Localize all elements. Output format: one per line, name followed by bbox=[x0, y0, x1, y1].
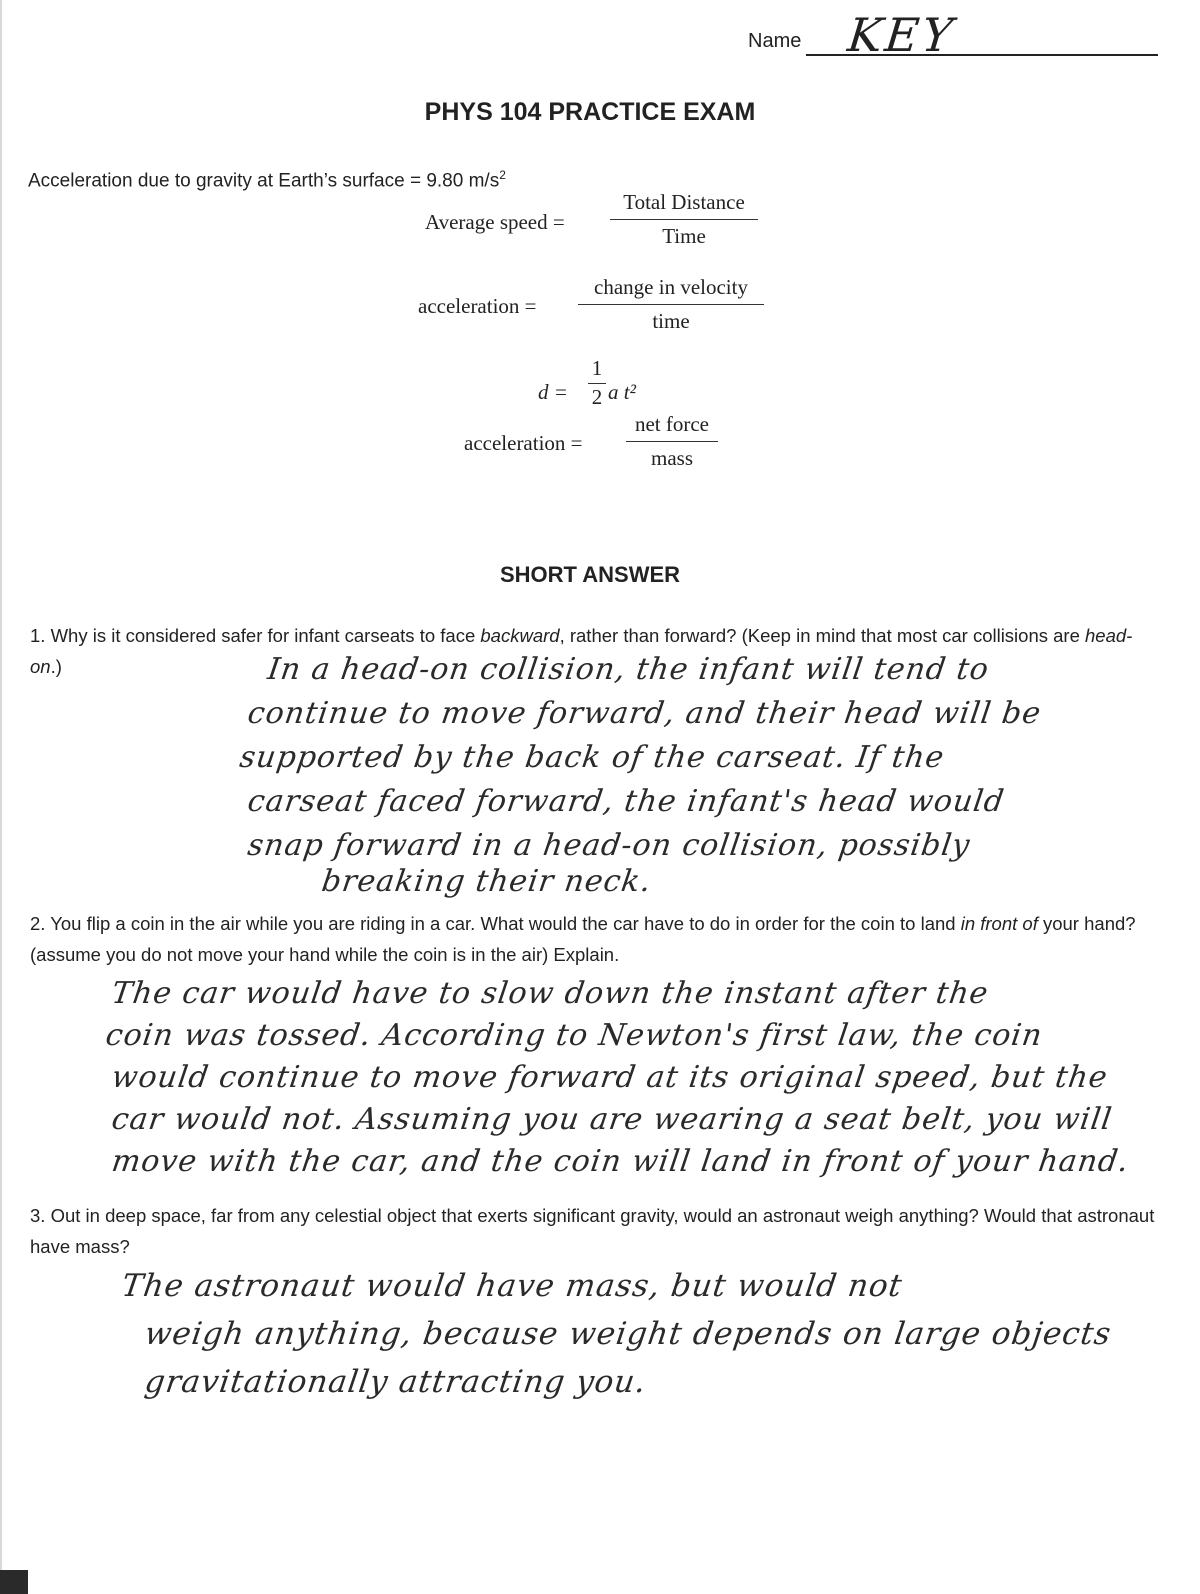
numerator: Total Distance bbox=[623, 190, 745, 214]
scan-edge bbox=[0, 0, 2, 1594]
question-text: .) bbox=[50, 656, 62, 677]
formula-tail: a t² bbox=[608, 380, 636, 404]
question-text: You flip a coin in the air while you are riding in a car. What would the car have to do in order for the coin to land bbox=[45, 913, 961, 934]
answer-line: In a head-on collision, the infant will tend to bbox=[265, 652, 992, 687]
fraction bbox=[578, 275, 764, 334]
fraction bbox=[626, 412, 718, 471]
formula-label: d = bbox=[538, 380, 568, 404]
answer-line: breaking their neck. bbox=[319, 864, 654, 899]
question-text: Why is it considered safer for infant carseats to face bbox=[45, 625, 481, 646]
answer-line: would continue to move forward at its original speed, but the bbox=[109, 1060, 1111, 1095]
fraction bbox=[610, 190, 758, 249]
numerator: net force bbox=[634, 412, 710, 436]
question-number: 2. bbox=[30, 913, 46, 934]
answer-line: car would not. Assuming you are wearing a seat belt, you will bbox=[109, 1102, 1115, 1137]
question-emphasis: in front of bbox=[960, 913, 1038, 934]
question-text: your hand? (assume you do not move your hand while the coin is in the air) Explain. bbox=[30, 913, 1136, 965]
question-2 bbox=[30, 908, 1155, 970]
numerator: change in velocity bbox=[594, 275, 748, 299]
denominator: Time bbox=[662, 224, 706, 248]
denominator: time bbox=[652, 309, 690, 333]
question-text: , rather than forward? (Keep in mind that most car collisions are bbox=[559, 625, 1086, 646]
gravity-exponent: 2 bbox=[499, 168, 506, 182]
question-3 bbox=[30, 1200, 1155, 1262]
answer-line: snap forward in a head-on collision, possibly bbox=[245, 828, 973, 863]
name-label: Name bbox=[748, 30, 802, 52]
scan-artifact bbox=[0, 1570, 28, 1594]
question-emphasis: head-on bbox=[30, 625, 1133, 677]
formula-label: acceleration = bbox=[418, 294, 537, 318]
answer-line: The astronaut would have mass, but would not bbox=[119, 1268, 905, 1304]
exam-title: PHYS 104 PRACTICE EXAM bbox=[424, 98, 756, 126]
denominator: mass bbox=[651, 446, 693, 470]
answer-line: move with the car, and the coin will land in front of your hand. bbox=[109, 1144, 1132, 1179]
answer-line: weigh anything, because weight depends on large objects bbox=[142, 1316, 1114, 1352]
name-field bbox=[748, 8, 1158, 62]
answer-line: The car would have to slow down the instant after the bbox=[109, 976, 991, 1011]
gravity-constant bbox=[28, 168, 506, 192]
fraction bbox=[588, 356, 606, 410]
answer-line: carseat faced forward, the infant's head would bbox=[245, 784, 1007, 819]
question-number: 1. bbox=[30, 625, 46, 646]
question-emphasis: backward bbox=[480, 625, 560, 646]
formula-label: acceleration = bbox=[464, 431, 583, 455]
name-handwritten-value: KEY bbox=[845, 8, 959, 62]
numerator: 1 bbox=[591, 356, 603, 380]
answer-line: coin was tossed. According to Newton's first law, the coin bbox=[103, 1018, 1045, 1053]
section-title: SHORT ANSWER bbox=[499, 562, 681, 587]
answer-line: continue to move forward, and their head will be bbox=[245, 696, 1044, 731]
formula-label: Average speed = bbox=[425, 210, 565, 234]
answer-line: gravitationally attracting you. bbox=[142, 1364, 649, 1400]
gravity-text: Acceleration due to gravity at Earth’s surface = 9.80 m/s bbox=[28, 170, 500, 192]
denominator: 2 bbox=[591, 385, 603, 409]
answer-line: supported by the back of the carseat. If the bbox=[237, 740, 947, 775]
question-number: 3. bbox=[30, 1205, 46, 1226]
question-text: Out in deep space, far from any celestial object that exerts significant gravity, would an astronaut weigh anything? Would that astronaut have mass? bbox=[30, 1205, 1155, 1257]
